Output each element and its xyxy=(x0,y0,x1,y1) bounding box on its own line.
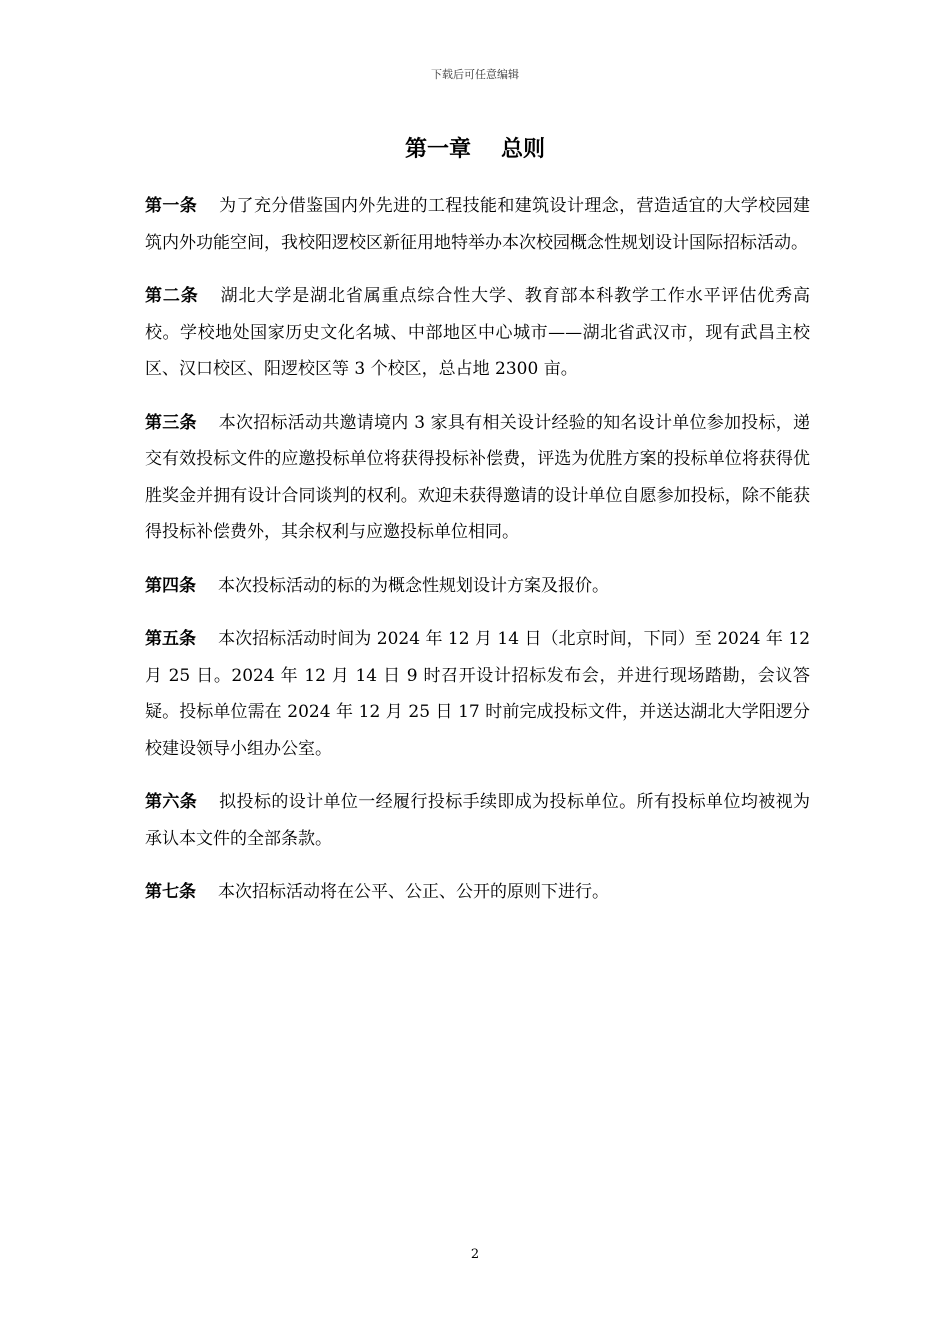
article-text: 拟投标的设计单位一经履行投标手续即成为投标单位。所有投标单位均被视为承认本文件的全部条款。 xyxy=(145,792,811,849)
article-label: 第七条 xyxy=(145,882,196,902)
header-note: 下载后可任意编辑 xyxy=(431,68,519,81)
chapter-heading: 总则 xyxy=(501,136,546,162)
chapter-number: 第一章 xyxy=(404,136,471,162)
article-text: 为了充分借鉴国内外先进的工程技能和建筑设计理念，营造适宜的大学校园建筑内外功能空间，我校阳逻校区新征用地特举办本次校园概念性规划设计国际招标活动。 xyxy=(145,196,811,253)
article-5 xyxy=(145,621,810,767)
article-label: 第一条 xyxy=(145,196,198,216)
article-text: 本次招标活动共邀请境内 3 家具有相关设计经验的知名设计单位参加投标，递交有效投标文件的应邀投标单位将获得投标补偿费，评选为优胜方案的投标单位将获得优胜奖金并拥有设计合同谈判的权利。欢迎未获得邀请的设计单位自愿参加投标，除不能获得投标补偿费外，其余权利与应邀投标单位相同。 xyxy=(145,412,811,542)
article-label: 第四条 xyxy=(145,575,196,596)
article-label: 第三条 xyxy=(145,412,197,433)
article-7 xyxy=(145,874,810,911)
article-2 xyxy=(145,278,810,388)
page-number: 2 xyxy=(470,1247,480,1262)
article-text: 湖北大学是湖北省属重点综合性大学、教育部本科教学工作水平评估优秀高校。学校地处国家历史文化名城、中部地区中心城市——湖北省武汉市，现有武昌主校区、汉口校区、阳逻校区等 3 个校区，总占地 2300 亩。 xyxy=(145,286,811,379)
article-list xyxy=(145,188,810,928)
article-label: 第二条 xyxy=(145,286,199,306)
article-text: 本次招标活动将在公平、公正、公开的原则下进行。 xyxy=(218,882,609,902)
article-4 xyxy=(145,568,810,605)
article-3 xyxy=(145,405,810,551)
article-1 xyxy=(145,188,810,261)
article-text: 本次招标活动时间为 2024 年 12 月 14 日（北京时间，下同）至 2024 年 12 月 25 日。2024 年 12 月 14 日 9 时召开设计招标发布会，并进行现场踏勘，会议答疑。投标单位需在 2024 年 12 月 25 日 17 时前完成投标文件，并送达湖北大学阳逻分校建设领导小组办公室。 xyxy=(145,629,811,759)
chapter-title xyxy=(0,132,950,163)
article-label: 第五条 xyxy=(145,629,197,649)
article-label: 第六条 xyxy=(145,792,198,812)
article-text: 本次投标活动的标的为概念性规划设计方案及报价。 xyxy=(218,575,609,596)
article-6 xyxy=(145,784,810,857)
